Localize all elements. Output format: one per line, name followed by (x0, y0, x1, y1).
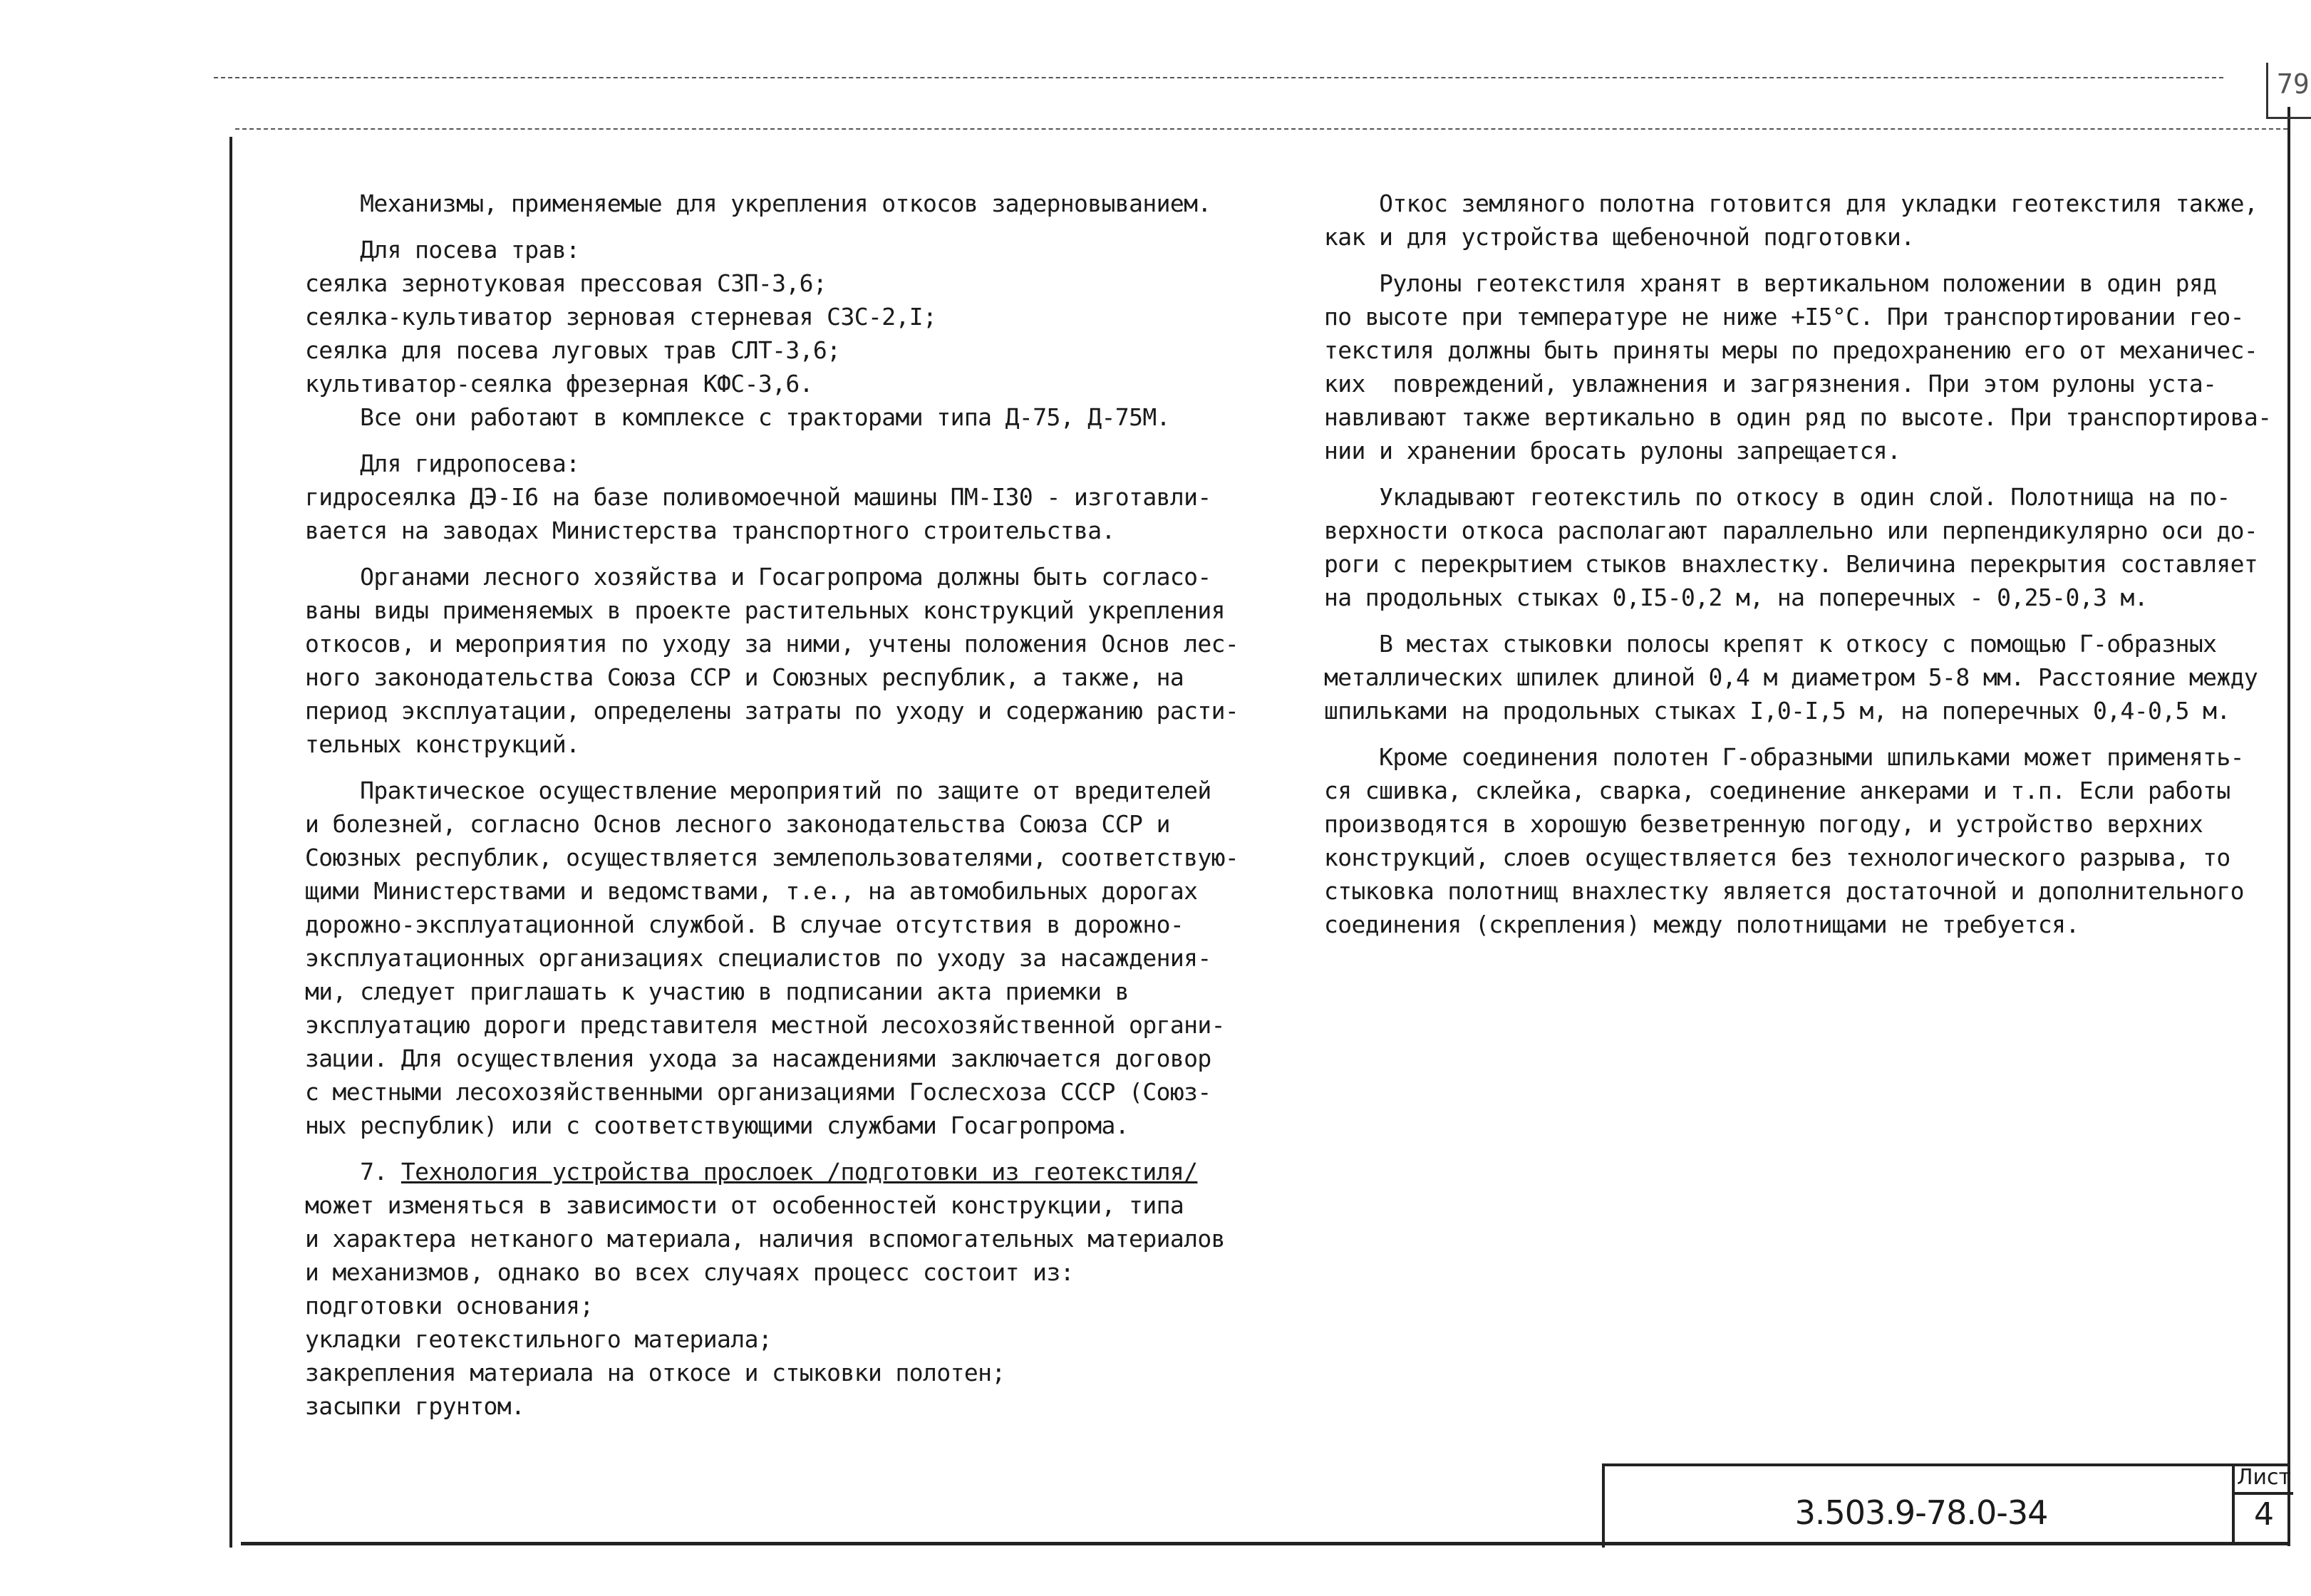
line-text: В местах стыковки полосы крепят к откосу с помощью Г-образных (1379, 630, 2217, 658)
line-text: период эксплуатации, определены затраты по уходу и содержанию расти- (305, 697, 1239, 725)
text-line (1324, 514, 2271, 547)
line-text: по высоте при температуре не ниже +I5°С. При транспортировании гео- (1324, 303, 2244, 331)
line-text: Укладывают геотекстиль по откосу в один слой. Полотнища на по- (1379, 483, 2230, 511)
line-text: стыковка полотнищ внахлестку является достаточной и дополнительного (1324, 877, 2244, 905)
text-line (305, 774, 1239, 807)
line-text: щими Министерствами и ведомствами, т.е., на автомобильных дорогах (305, 877, 1198, 905)
line-text: на продольных стыках 0,I5-0,2 м, на поперечных - 0,25-0,3 м. (1324, 584, 2149, 611)
line-text: ного законодательства Союза ССР и Союзных республик, а также, на (305, 663, 1184, 691)
line-text: соединения (скрепления) между полотнищами не требуется. (1324, 911, 2079, 938)
page-number-box (2266, 63, 2311, 119)
text-line (1324, 547, 2271, 581)
line-text: Для посева трав: (360, 236, 580, 264)
line-text: металлических шпилек длиной 0,4 м диаметром 5-8 мм. Расстояние между (1324, 663, 2258, 691)
text-line (305, 874, 1239, 908)
text-line (305, 233, 1239, 266)
right-text-column (1324, 187, 2271, 941)
text-line (305, 660, 1239, 694)
text-line (1324, 400, 2271, 434)
text-line (305, 1075, 1239, 1109)
text-line (305, 187, 1239, 220)
text-line (305, 941, 1239, 975)
text-line (305, 694, 1239, 727)
line-text: сеялка-культиватор зерновая стерневая СЗС-2,I; (305, 303, 937, 331)
line-text: Откос земляного полотна готовится для укладки геотекстиля также, (1379, 190, 2258, 217)
line-text: укладки геотекстильного материала; (305, 1325, 772, 1353)
page-number: 79 (2277, 68, 2310, 100)
line-text: с местными лесохозяйственными организациями Гослесхоза СССР (Союз- (305, 1078, 1211, 1106)
text-line (1324, 480, 2271, 514)
line-text: откосов, и мероприятия по уходу за ними, учтены положения Основ лес- (305, 630, 1239, 658)
text-line (305, 514, 1239, 547)
line-text: Практическое осуществление мероприятий по защите от вредителей (360, 777, 1211, 804)
frame-left-border (229, 137, 232, 1548)
text-line (305, 1188, 1239, 1222)
text-line (1324, 434, 2271, 467)
text-line (1324, 841, 2271, 874)
sheet-number: 4 (2254, 1496, 2274, 1533)
line-text: Рулоны геотекстиля хранят в вертикальном положении в один ряд (1379, 269, 2217, 297)
text-line (305, 1255, 1239, 1289)
text-line (1324, 627, 2271, 660)
text-line (305, 400, 1239, 434)
text-line (305, 300, 1239, 333)
text-line (305, 1008, 1239, 1042)
paragraph-gap (305, 434, 1239, 447)
line-text: гидросеялка ДЭ-I6 на базе поливомоечной машины ПМ-I30 - изготавли- (305, 483, 1211, 511)
line-text: культиватор-сеялка фрезерная КФС-3,6. (305, 370, 813, 398)
line-text: закрепления материала на откосе и стыковки полотен; (305, 1359, 1005, 1387)
text-line (305, 975, 1239, 1008)
line-text: как и для устройства щебеночной подготовки. (1324, 223, 1915, 251)
line-text: Органами лесного хозяйства и Госагропрома должны быть согласо- (360, 563, 1211, 591)
sheet-box (2232, 1463, 2293, 1545)
text-line (1324, 740, 2271, 774)
paragraph-gap (1324, 614, 2271, 627)
line-text: вается на заводах Министерства транспортного строительства. (305, 517, 1115, 544)
line-text: ких повреждений, увлажнения и загрязнения. При этом рулоны уста- (1324, 370, 2217, 398)
text-line (305, 1109, 1239, 1142)
left-text-column (305, 187, 1239, 1423)
line-text: подготовки основания; (305, 1292, 594, 1320)
line-text: может изменяться в зависимости от особенностей конструкции, типа (305, 1191, 1184, 1219)
line-text: тельных конструкций. (305, 730, 580, 758)
paragraph-gap (305, 547, 1239, 560)
frame-right-border (2287, 107, 2290, 1546)
sheet-label: Лист (2235, 1463, 2293, 1495)
text-line (305, 1389, 1239, 1423)
text-line (305, 333, 1239, 367)
line-text: зации. Для осуществления ухода за насаждениями заключается договор (305, 1045, 1211, 1072)
text-line (305, 367, 1239, 400)
line-text: сеялка для посева луговых трав СЛТ-3,6; (305, 336, 841, 364)
line-text: засыпки грунтом. (305, 1392, 525, 1420)
line-text: эксплуатацию дороги представителя местной лесохозяйственной органи- (305, 1011, 1225, 1039)
text-line (1324, 908, 2271, 941)
line-text: Кроме соединения полотен Г-образными шпильками может применять- (1379, 743, 2244, 771)
line-text: навливают также вертикально в один ряд по высоте. При транспортирова- (1324, 403, 2272, 431)
text-line (305, 447, 1239, 480)
text-line (305, 560, 1239, 594)
text-line (305, 627, 1239, 660)
line-text: конструкций, слоев осуществляется без технологического разрыва, то (1324, 844, 2230, 871)
text-line (1324, 300, 2271, 333)
text-line (1324, 187, 2271, 220)
text-line (305, 1222, 1239, 1255)
line-text: эксплуатационных организациях специалистов по уходу за насаждения- (305, 944, 1211, 972)
paragraph-gap (1324, 727, 2271, 740)
text-line (1324, 333, 2271, 367)
text-line (305, 807, 1239, 841)
line-text: Механизмы, применяемые для укрепления откосов задерновыванием. (360, 190, 1211, 217)
paragraph-gap (305, 220, 1239, 233)
text-line (305, 594, 1239, 627)
text-line (305, 1289, 1239, 1322)
paragraph-gap (1324, 254, 2271, 266)
line-text: и механизмов, однако во всех случаях процесс состоит из: (305, 1258, 1074, 1286)
line-text: и болезней, согласно Основ лесного законодательства Союза ССР и (305, 810, 1170, 838)
top-dashed-line (214, 77, 2223, 78)
line-text: Все они работают в комплексе с тракторами типа Д-75, Д-75М. (360, 403, 1170, 431)
text-line (305, 1042, 1239, 1075)
text-line (305, 480, 1239, 514)
section-number: 7. (360, 1158, 401, 1186)
line-text: Для гидропосева: (360, 450, 580, 477)
top-dashed-line-2 (235, 128, 2287, 130)
line-text: верхности откоса располагают параллельно или перпендикулярно оси до- (1324, 517, 2258, 544)
line-text: Союзных республик, осуществляется землепользователями, соответствую- (305, 844, 1239, 871)
line-text: ми, следует приглашать к участию в подписании акта приемки в (305, 978, 1129, 1005)
line-text: сеялка зернотуковая прессовая СЗП-3,6; (305, 269, 827, 297)
text-line (1324, 220, 2271, 254)
title-block-stamp (1602, 1463, 2290, 1548)
text-line (1324, 694, 2271, 727)
text-line (305, 266, 1239, 300)
line-text: ся сшивка, склейка, сварка, соединение анкерами и т.п. Если работы (1324, 777, 2230, 804)
paragraph-gap (1324, 467, 2271, 480)
paragraph-gap (305, 761, 1239, 774)
text-line (1324, 660, 2271, 694)
line-text: ных республик) или с соответствующими службами Госагропрома. (305, 1112, 1129, 1139)
text-line (1324, 367, 2271, 400)
line-text: ваны виды применяемых в проекте растительных конструкций укрепления (305, 596, 1225, 624)
text-line (305, 727, 1239, 761)
paragraph-gap (305, 1142, 1239, 1155)
line-text: дорожно-эксплуатационной службой. В случае отсутствия в дорожно- (305, 911, 1184, 938)
line-text: текстиля должны быть приняты меры по предохранению его от механичес- (1324, 336, 2258, 364)
text-line (1324, 874, 2271, 908)
section-heading: Технология устройства прослоек /подготовки из геотекстиля/ (400, 1158, 1198, 1186)
line-text: нии и хранении бросать рулоны запрещается. (1324, 437, 1901, 465)
line-text: и характера нетканого материала, наличия вспомогательных материалов (305, 1225, 1225, 1253)
text-line (305, 841, 1239, 874)
text-line (305, 908, 1239, 941)
text-line (305, 1322, 1239, 1356)
text-line (305, 1155, 1239, 1188)
line-text: роги с перекрытием стыков внахлестку. Величина перекрытия составляет (1324, 550, 2258, 578)
line-text: производятся в хорошую безветренную погоду, и устройство верхних (1324, 810, 2203, 838)
text-line (1324, 807, 2271, 841)
document-code: 3.503.9-78.0-34 (1794, 1493, 2048, 1532)
text-line (1324, 266, 2271, 300)
text-line (1324, 774, 2271, 807)
text-line (305, 1356, 1239, 1389)
line-text: шпильками на продольных стыках I,0-I,5 м, на поперечных 0,4-0,5 м. (1324, 697, 2230, 725)
text-line (1324, 581, 2271, 614)
